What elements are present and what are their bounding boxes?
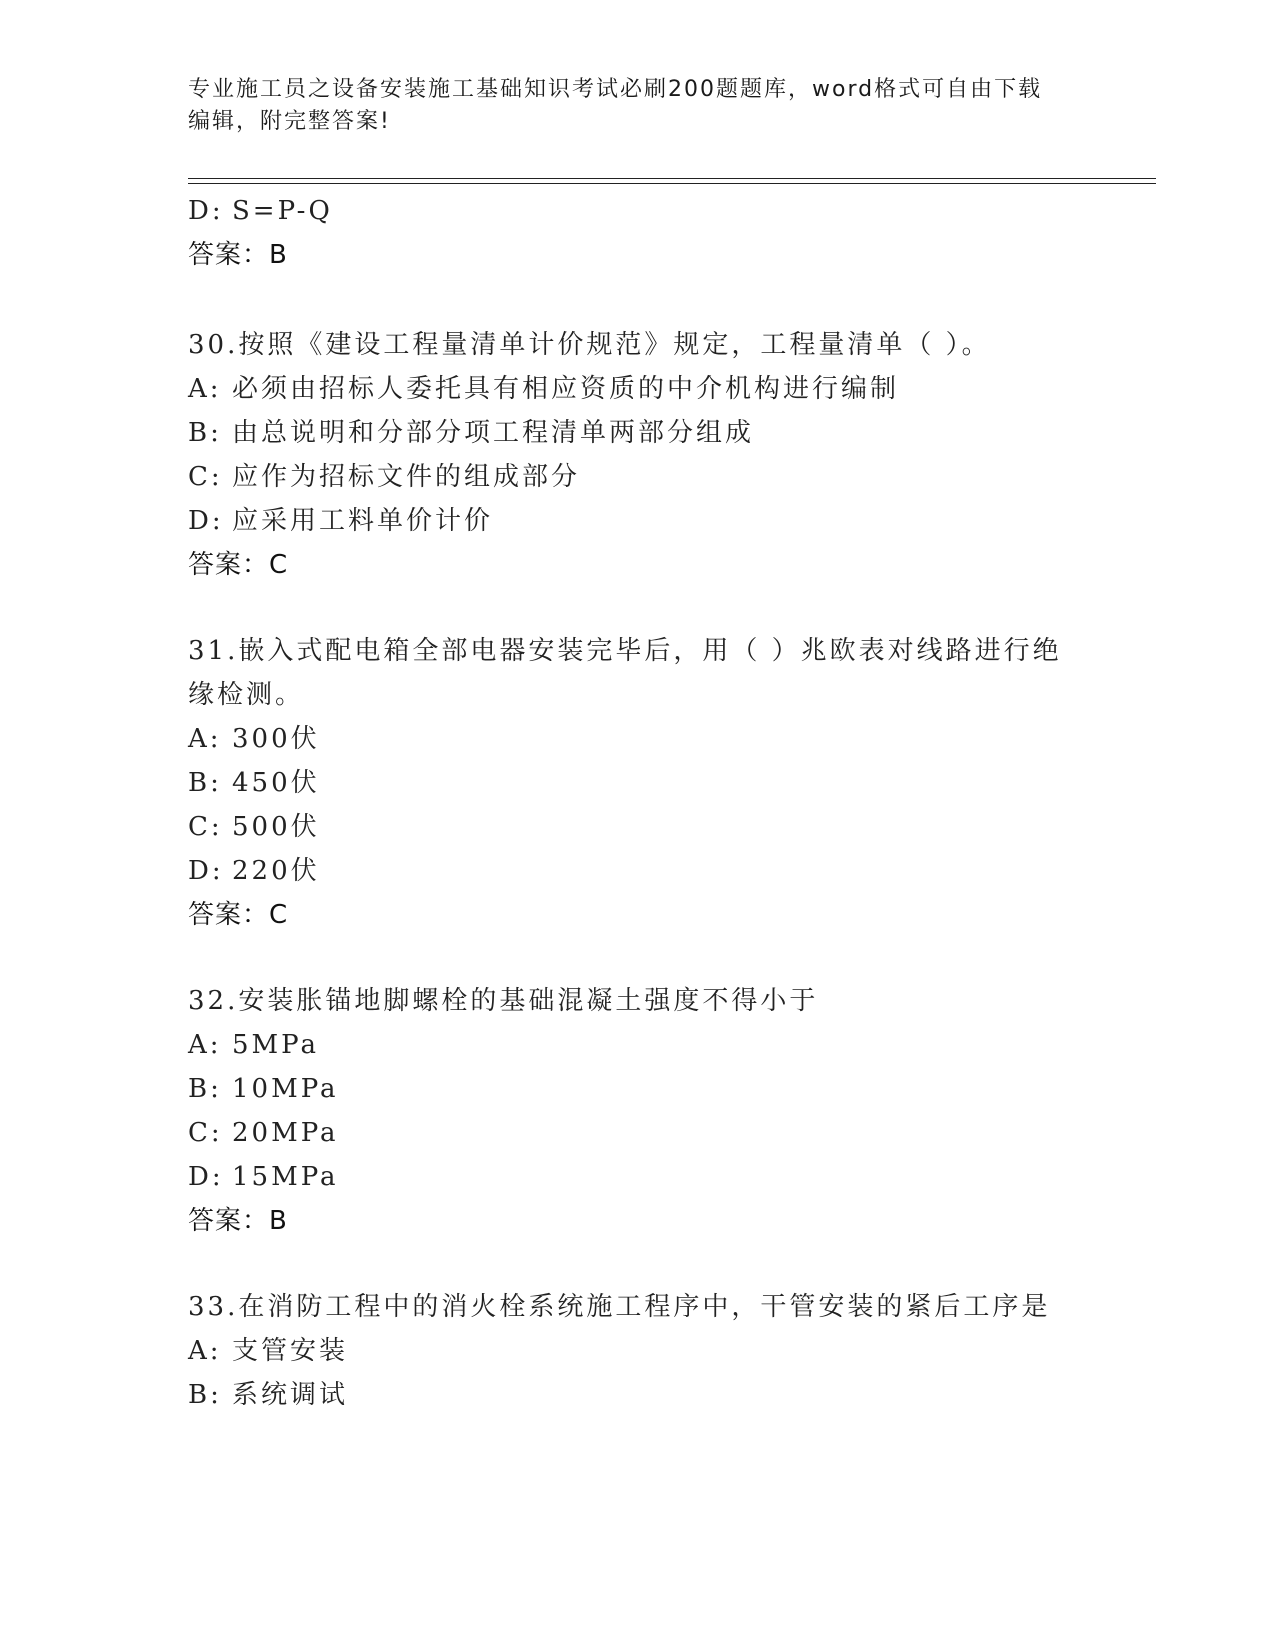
option-text: S=P-Q [232,196,333,226]
option-d [188,196,333,226]
option-text: 15MPa [232,1162,339,1192]
option-text: 300伏 [232,724,320,754]
option-text: 5MPa [232,1030,319,1060]
option-text: 必须由招标人委托具有相应资质的中介机构进行编制 [232,374,900,404]
answer-line: 答案：C [188,550,289,580]
page-header [188,74,1078,138]
option-label: D: [188,856,224,886]
question-stem: 33.在消防工程中的消火栓系统施工程序中，干管安装的紧后工序是 [188,1292,1051,1322]
option-b [188,418,754,448]
option-a [188,1030,319,1060]
option-a [188,1336,348,1366]
option-text: 10MPa [232,1074,339,1104]
option-a [188,374,899,404]
option-label: C: [188,1118,223,1148]
header-line-1: 专业施工员之设备安装施工基础知识考试必刷200题题库，word格式可自由下载 [188,77,1043,102]
option-label: C: [188,812,223,842]
option-label: D: [188,1162,224,1192]
header-line-2: 编辑，附完整答案! [188,109,391,134]
option-d [188,1162,339,1192]
option-label: B: [188,418,222,448]
question-stem: 31.嵌入式配电箱全部电器安装完毕后，用（ ）兆欧表对线路进行绝 [188,636,1062,666]
option-c [188,812,320,842]
option-label: B: [188,1074,222,1104]
option-text: 500伏 [232,812,320,842]
option-b [188,1380,348,1410]
option-label: D: [188,506,224,536]
answer-line: 答案：B [188,240,288,270]
option-label: C: [188,462,223,492]
option-text: 450伏 [232,768,320,798]
option-text: 应作为招标文件的组成部分 [232,462,581,492]
option-c [188,1118,339,1148]
option-d [188,506,493,536]
answer-line: 答案：C [188,900,289,930]
option-b [188,1074,339,1104]
option-text: 应采用工料单价计价 [232,506,494,536]
option-label: A: [188,374,222,404]
option-text: 20MPa [232,1118,339,1148]
option-a [188,724,320,754]
header-divider [188,178,1156,184]
option-c [188,462,580,492]
option-label: D: [188,196,224,226]
option-label: B: [188,1380,222,1410]
option-label: A: [188,724,222,754]
option-text: 220伏 [232,856,320,886]
answer-line: 答案：B [188,1206,288,1236]
question-stem: 32.安装胀锚地脚螺栓的基础混凝土强度不得小于 [188,986,819,1016]
option-d [188,856,320,886]
option-label: B: [188,768,222,798]
option-b [188,768,320,798]
option-text: 系统调试 [232,1380,349,1410]
option-text: 由总说明和分部分项工程清单两部分组成 [232,418,755,448]
question-stem-continued: 缘检测。 [188,680,305,710]
question-stem: 30.按照《建设工程量清单计价规范》规定，工程量清单（ ）。 [188,330,991,360]
option-label: A: [188,1336,222,1366]
option-text: 支管安装 [232,1336,349,1366]
option-label: A: [188,1030,222,1060]
